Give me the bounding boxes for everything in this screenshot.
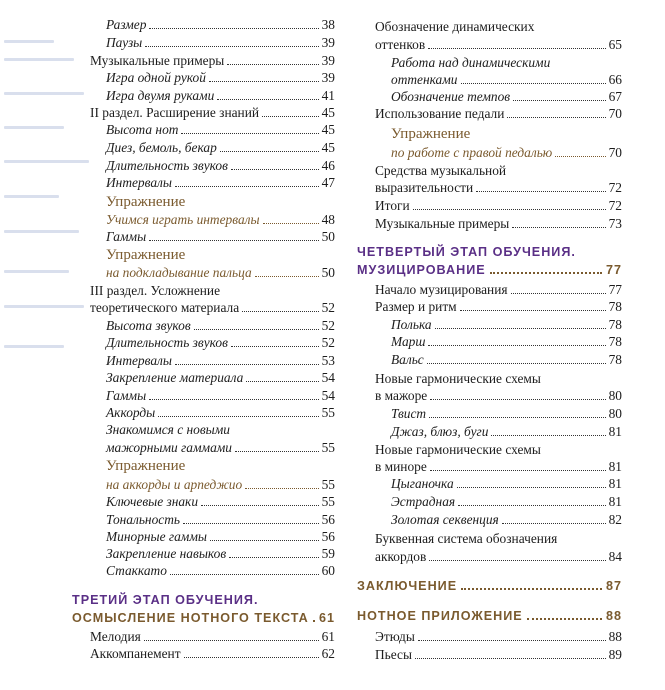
dot-leader bbox=[170, 573, 319, 575]
dot-leader bbox=[461, 587, 602, 590]
toc-entry-title: Начало музицирования bbox=[375, 282, 508, 297]
toc-entry-stage[interactable] bbox=[357, 579, 622, 593]
toc-entry-stage[interactable] bbox=[357, 609, 622, 623]
toc-page-number: 55 bbox=[321, 477, 335, 492]
toc-page-number: 55 bbox=[321, 494, 335, 509]
toc-entry-title: Гаммы bbox=[106, 388, 147, 403]
toc-entry[interactable] bbox=[106, 174, 335, 191]
toc-page-number: 54 bbox=[321, 370, 335, 385]
dot-leader bbox=[231, 168, 319, 170]
toc-entry-title: Музыкальные примеры bbox=[375, 216, 510, 231]
toc-entry-title: Тональность bbox=[106, 512, 180, 527]
dot-leader bbox=[490, 271, 602, 274]
toc-entry[interactable] bbox=[106, 545, 335, 562]
toc-entry[interactable] bbox=[106, 157, 335, 174]
toc-page-number: 45 bbox=[321, 122, 335, 137]
dot-leader bbox=[210, 539, 319, 541]
dot-leader bbox=[158, 415, 318, 417]
toc-entry[interactable] bbox=[391, 333, 622, 350]
dot-leader bbox=[220, 150, 319, 152]
dot-leader bbox=[418, 639, 606, 641]
toc-page-number: 53 bbox=[321, 353, 335, 368]
toc-entry-title: Итоги bbox=[375, 198, 410, 213]
dot-leader bbox=[194, 328, 319, 330]
toc-entry[interactable] bbox=[106, 334, 335, 351]
toc-entry-title: Гаммы bbox=[106, 229, 147, 244]
toc-entry-title: Твист bbox=[391, 406, 427, 421]
toc-entry[interactable] bbox=[391, 88, 622, 105]
dot-leader bbox=[181, 132, 318, 134]
toc-page-number: 65 bbox=[608, 37, 622, 52]
toc-page-number: 59 bbox=[321, 546, 335, 561]
toc-entry-title: НОТНОЕ ПРИЛОЖЕНИЕ bbox=[357, 609, 523, 623]
exercise-heading: Упражнение bbox=[391, 126, 471, 142]
dot-leader bbox=[460, 309, 606, 311]
toc-entry-title: Диез, бемоль, бекар bbox=[106, 140, 217, 155]
toc-entry[interactable] bbox=[375, 281, 622, 298]
toc-entry[interactable] bbox=[391, 493, 622, 510]
toc-entry-line: Средства музыкальной bbox=[375, 163, 507, 178]
toc-page-number: 52 bbox=[321, 335, 335, 350]
dot-leader bbox=[149, 398, 318, 400]
toc-entry-line: Новые гармонические схемы bbox=[375, 442, 541, 457]
toc-entry-title: Паузы bbox=[106, 35, 143, 50]
toc-page-number: 80 bbox=[608, 388, 622, 403]
dot-leader bbox=[461, 82, 606, 84]
toc-page-number: 62 bbox=[321, 646, 335, 661]
toc-entry-title: Минорные гаммы bbox=[106, 529, 207, 544]
toc-page-number: 55 bbox=[321, 440, 335, 455]
toc-entry-title: Длительность звуков bbox=[106, 335, 228, 350]
toc-entry-line: Работа над динамическими bbox=[391, 55, 551, 70]
dot-leader bbox=[430, 469, 606, 471]
dot-leader bbox=[184, 656, 319, 658]
dot-leader bbox=[217, 98, 318, 100]
toc-entry-title: Учимся играть интервалы bbox=[106, 212, 260, 227]
dot-leader bbox=[175, 185, 319, 187]
toc-page-number: 61 bbox=[321, 629, 335, 644]
toc-entry[interactable] bbox=[375, 179, 622, 196]
toc-page-number: 61 bbox=[318, 611, 335, 625]
toc-entry-title: Полька bbox=[391, 317, 432, 332]
toc-entry-title: оттенками bbox=[391, 72, 458, 87]
toc-entry[interactable] bbox=[106, 317, 335, 334]
dot-leader bbox=[527, 617, 602, 620]
toc-entry-title: Аккорды bbox=[106, 405, 156, 420]
dot-leader bbox=[175, 363, 319, 365]
toc-entry-title: Вальс bbox=[391, 352, 424, 367]
toc-entry[interactable] bbox=[106, 139, 335, 156]
toc-page-number: 39 bbox=[321, 70, 335, 85]
toc-entry[interactable] bbox=[391, 405, 622, 422]
toc-entry-title: ОСМЫСЛЕНИЕ НОТНОГО ТЕКСТА bbox=[72, 611, 309, 625]
dot-leader bbox=[507, 116, 605, 118]
toc-entry[interactable] bbox=[391, 511, 622, 528]
dot-leader bbox=[313, 619, 315, 622]
toc-entry-title: Этюды bbox=[375, 629, 415, 644]
dot-leader bbox=[476, 190, 605, 192]
toc-entry[interactable] bbox=[375, 298, 622, 315]
toc-entry-title: аккордов bbox=[375, 549, 427, 564]
toc-entry[interactable] bbox=[106, 369, 335, 386]
stage-heading: ЧЕТВЕРТЫЙ ЭТАП ОБУЧЕНИЯ. bbox=[357, 245, 576, 259]
dot-leader bbox=[229, 556, 318, 558]
dot-leader bbox=[491, 434, 605, 436]
toc-entry-title: по работе с правой педалью bbox=[391, 145, 553, 160]
toc-page-number: 39 bbox=[321, 53, 335, 68]
toc-entry[interactable] bbox=[391, 316, 622, 333]
toc-entry-title: Марш bbox=[391, 334, 426, 349]
toc-entry[interactable] bbox=[106, 87, 335, 104]
toc-entry-title: Пьесы bbox=[375, 647, 412, 662]
toc-entry-title: Стаккато bbox=[106, 563, 167, 578]
toc-entry-title: Ключевые знаки bbox=[106, 494, 199, 509]
toc-page-number: 39 bbox=[321, 35, 335, 50]
toc-page-number: 48 bbox=[321, 212, 335, 227]
dot-leader bbox=[245, 487, 318, 489]
toc-page-number: 78 bbox=[608, 334, 622, 349]
toc-entry-title: Закрепление материала bbox=[106, 370, 244, 385]
toc-entry[interactable] bbox=[106, 228, 335, 245]
dot-leader bbox=[209, 80, 319, 82]
toc-entry-line: Обозначение динамических bbox=[375, 19, 535, 34]
dot-leader bbox=[235, 450, 319, 452]
toc-entry[interactable] bbox=[375, 215, 622, 232]
toc-page-number: 70 bbox=[608, 145, 622, 160]
toc-entry[interactable] bbox=[106, 352, 335, 369]
toc-page-number: 45 bbox=[321, 140, 335, 155]
toc-entry-title: на подкладывание пальца bbox=[106, 265, 252, 280]
dot-leader bbox=[231, 345, 319, 347]
toc-entry[interactable] bbox=[106, 493, 335, 510]
exercise-heading: Упражнение bbox=[106, 247, 186, 263]
toc-entry-line: Буквенная система обозначения bbox=[375, 531, 558, 546]
toc-page-number: 50 bbox=[321, 229, 335, 244]
toc-entry[interactable] bbox=[375, 36, 622, 53]
toc-entry-title: Интервалы bbox=[106, 175, 172, 190]
toc-page-number: 77 bbox=[608, 282, 622, 297]
toc-page-number: 67 bbox=[608, 89, 622, 104]
toc-entry-line: III раздел. Усложнение bbox=[90, 283, 221, 298]
toc-entry[interactable] bbox=[90, 628, 335, 645]
dot-leader bbox=[511, 292, 606, 294]
toc-entry-exercise[interactable] bbox=[106, 211, 335, 228]
toc-entry[interactable] bbox=[375, 646, 622, 663]
toc-page-number: 89 bbox=[608, 647, 622, 662]
toc-entry-title: Высота нот bbox=[106, 122, 179, 137]
toc-page-number: 70 bbox=[608, 106, 622, 121]
toc-page-number: 52 bbox=[321, 318, 335, 333]
toc-page-number: 88 bbox=[605, 609, 622, 623]
toc-page-number: 66 bbox=[608, 72, 622, 87]
dot-leader bbox=[458, 504, 606, 506]
toc-entry-title: Золотая секвенция bbox=[391, 512, 499, 527]
toc-page-number: 81 bbox=[608, 459, 622, 474]
exercise-heading: Упражнение bbox=[106, 458, 186, 474]
toc-entry-title: Цыганочка bbox=[391, 476, 454, 491]
toc-entry[interactable] bbox=[375, 628, 622, 645]
bleed-through-text bbox=[0, 0, 100, 360]
toc-page-number: 87 bbox=[605, 579, 622, 593]
toc-page-number: 46 bbox=[321, 158, 335, 173]
toc-entry[interactable] bbox=[106, 69, 335, 86]
toc-page-number: 81 bbox=[608, 494, 622, 509]
dot-leader bbox=[413, 208, 606, 210]
toc-page-number: 50 bbox=[321, 265, 335, 280]
toc-page-number: 52 bbox=[321, 300, 335, 315]
toc-page-number: 80 bbox=[608, 406, 622, 421]
toc-entry-title: в миноре bbox=[375, 459, 427, 474]
toc-entry-title: II раздел. Расширение знаний bbox=[90, 105, 260, 120]
dot-leader bbox=[512, 226, 605, 228]
toc-page-number: 81 bbox=[608, 476, 622, 491]
stage-heading: ТРЕТИЙ ЭТАП ОБУЧЕНИЯ. bbox=[72, 593, 259, 607]
toc-entry-title: теоретического материала bbox=[90, 300, 240, 315]
dot-leader bbox=[263, 222, 319, 224]
toc-entry-title: Игра одной рукой bbox=[106, 70, 206, 85]
toc-page-number: 72 bbox=[608, 198, 622, 213]
toc-entry-title: выразительности bbox=[375, 180, 474, 195]
toc-page-number: 56 bbox=[321, 529, 335, 544]
toc-entry[interactable] bbox=[106, 439, 335, 456]
dot-leader bbox=[427, 362, 606, 364]
toc-page-number: 78 bbox=[608, 317, 622, 332]
dot-leader bbox=[513, 99, 605, 101]
dot-leader bbox=[242, 310, 318, 312]
dot-leader bbox=[227, 63, 318, 65]
toc-entry-title: мажорными гаммами bbox=[106, 440, 233, 455]
toc-page-number: 45 bbox=[321, 105, 335, 120]
dot-leader bbox=[183, 522, 319, 524]
dot-leader bbox=[145, 45, 318, 47]
toc-entry[interactable] bbox=[391, 423, 622, 440]
toc-entry-title: Эстрадная bbox=[391, 494, 456, 509]
dot-leader bbox=[457, 486, 606, 488]
toc-page-number: 81 bbox=[608, 424, 622, 439]
dot-leader bbox=[262, 115, 319, 117]
toc-entry[interactable] bbox=[391, 71, 622, 88]
toc-entry-title: Размер bbox=[106, 17, 147, 32]
toc-entry[interactable] bbox=[375, 458, 622, 475]
dot-leader bbox=[201, 504, 319, 506]
toc-page-number: 72 bbox=[608, 180, 622, 195]
toc-entry[interactable] bbox=[375, 387, 622, 404]
dot-leader bbox=[502, 522, 606, 524]
toc-entry[interactable] bbox=[375, 197, 622, 214]
toc-entry-title: Обозначение темпов bbox=[391, 89, 511, 104]
dot-leader bbox=[415, 657, 606, 659]
toc-page-number: 82 bbox=[608, 512, 622, 527]
toc-page-number: 41 bbox=[321, 88, 335, 103]
toc-entry[interactable] bbox=[391, 475, 622, 492]
dot-leader bbox=[429, 416, 606, 418]
toc-entry[interactable] bbox=[106, 34, 335, 51]
toc-entry-stage[interactable] bbox=[72, 611, 335, 625]
toc-entry[interactable] bbox=[375, 105, 622, 122]
toc-entry-title: на аккорды и арпеджио bbox=[106, 477, 243, 492]
dot-leader bbox=[149, 239, 318, 241]
toc-entry-title: в мажоре bbox=[375, 388, 428, 403]
toc-entry-title: Использование педали bbox=[375, 106, 505, 121]
toc-entry[interactable] bbox=[375, 548, 622, 565]
toc-entry-exercise[interactable] bbox=[106, 476, 335, 493]
toc-entry[interactable] bbox=[90, 104, 335, 121]
dot-leader bbox=[255, 275, 319, 277]
toc-entry[interactable] bbox=[90, 52, 335, 69]
dot-leader bbox=[430, 398, 605, 400]
toc-entry[interactable] bbox=[106, 562, 335, 579]
dot-leader bbox=[429, 559, 605, 561]
toc-entry[interactable] bbox=[106, 511, 335, 528]
toc-entry-title: Джаз, блюз, буги bbox=[391, 424, 489, 439]
toc-entry-title: Длительность звуков bbox=[106, 158, 228, 173]
toc-entry-title: ЗАКЛЮЧЕНИЕ bbox=[357, 579, 458, 593]
toc-entry-exercise[interactable] bbox=[391, 144, 622, 161]
dot-leader bbox=[428, 344, 605, 346]
toc-page-number: 60 bbox=[321, 563, 335, 578]
toc-page-number: 38 bbox=[321, 17, 335, 32]
toc-entry-title: Игра двумя руками bbox=[106, 88, 215, 103]
toc-entry-title: Аккомпанемент bbox=[90, 646, 181, 661]
dot-leader bbox=[149, 27, 318, 29]
exercise-heading: Упражнение bbox=[106, 194, 186, 210]
dot-leader bbox=[246, 380, 318, 382]
toc-entry[interactable] bbox=[90, 299, 335, 316]
toc-entry-line: Знакомимся с новыми bbox=[106, 422, 230, 437]
toc-page-number: 47 bbox=[321, 175, 335, 190]
toc-entry-title: Высота звуков bbox=[106, 318, 191, 333]
toc-entry-title: оттенков bbox=[375, 37, 426, 52]
toc-entry-stage[interactable] bbox=[357, 263, 622, 277]
toc-page-number: 55 bbox=[321, 405, 335, 420]
toc-entry[interactable] bbox=[90, 645, 335, 662]
toc-entry-title: Интервалы bbox=[106, 353, 172, 368]
toc-entry[interactable] bbox=[106, 387, 335, 404]
toc-page-number: 54 bbox=[321, 388, 335, 403]
dot-leader bbox=[555, 155, 605, 157]
toc-entry[interactable] bbox=[106, 121, 335, 138]
toc-page-number: 78 bbox=[608, 352, 622, 367]
dot-leader bbox=[435, 327, 606, 329]
toc-page-number: 78 bbox=[608, 299, 622, 314]
toc-entry-title: МУЗИЦИРОВАНИЕ bbox=[357, 263, 486, 277]
dot-leader bbox=[428, 47, 605, 49]
toc-entry[interactable] bbox=[391, 351, 622, 368]
toc-entry[interactable] bbox=[106, 404, 335, 421]
toc-page-number: 56 bbox=[321, 512, 335, 527]
toc-entry-title: Музыкальные примеры bbox=[90, 53, 225, 68]
toc-entry-line: Новые гармонические схемы bbox=[375, 371, 541, 386]
toc-entry-title: Закрепление навыков bbox=[106, 546, 227, 561]
toc-page-number: 88 bbox=[608, 629, 622, 644]
toc-entry[interactable] bbox=[106, 16, 335, 33]
dot-leader bbox=[144, 639, 319, 641]
toc-entry[interactable] bbox=[106, 528, 335, 545]
toc-entry-exercise[interactable] bbox=[106, 264, 335, 281]
toc-page-number: 77 bbox=[605, 263, 622, 277]
toc-entry-title: Размер и ритм bbox=[375, 299, 457, 314]
toc-entry-title: Мелодия bbox=[90, 629, 141, 644]
toc-page-number: 73 bbox=[608, 216, 622, 231]
toc-page-number: 84 bbox=[608, 549, 622, 564]
